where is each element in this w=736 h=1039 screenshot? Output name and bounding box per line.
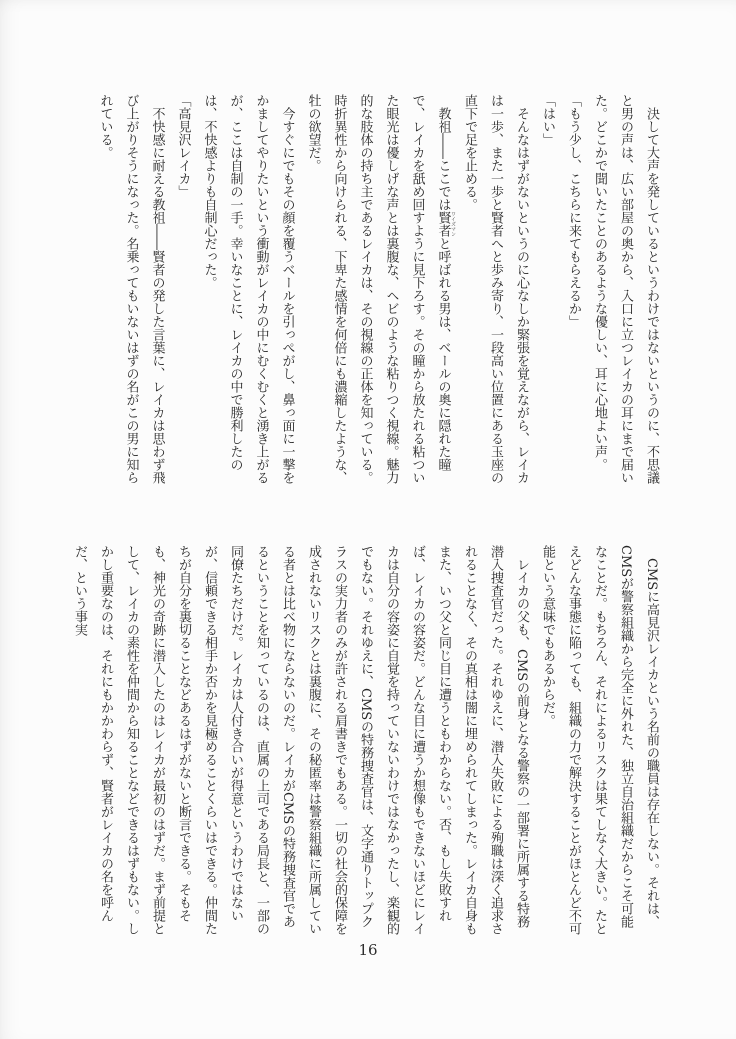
dialogue-line: 「はい」	[540, 94, 555, 146]
paragraph: レイカの父も、CMSの前身となる警察の一部署に所属する特務潜入捜査官だった。それゆえに、潜入失敗による殉職は深く追求されることなく、その真相は闇に埋められてしまった。レイカ自身もまた、いつ父と同じ目に遭うともわからない。否、もし失敗すれば、レイカの容姿だ。どんな目に遭うか想像もできないほどにレイカは自分の容姿に自覚を持っていないわけではなかったし、楽観的でもない。それゆえに、CMSの特務捜査官は、文字通りトップクラスの実力者のみが許される肩書きでもある。一切の社会的保障を成されないリスクとは裏腹に、その秘匿率は警察組織に所属している者とは比べ物にならないのだ。レイカがCMSの特務捜査官であるということを知っているのは、直属の上司である局長と、一部の同僚たちだけだ。レイカは人付き合いが得意というわけではないが、信頼できる相手か否かを見極めることくらいはできる。仲間たちが自分を裏切ることなどあるはずがないと断言できる。そもそも、神光の奇跡に潜入したのはレイカが最初のはずだ。まず前提として、レイカの素性を仲間から知ることなどできるはずもない。しかし重要なのは、それにもかかわらず、賢者がレイカの名を呼んだ、という事実	[72, 545, 529, 935]
paragraph: 決して大声を発しているというわけではないというのに、不思議と男の声は、広い部屋の奥から、入口に立つレイカの耳にまで届いた。どこかで聞いたことのあるような優しい、耳に心地よい声。	[592, 94, 659, 484]
dialogue-line: 「もう少し、こちらに来てもらえるか」	[566, 94, 581, 328]
ruby-annotation: 賢者 ワイズマン	[435, 211, 456, 237]
upper-text-block	[82, 94, 664, 486]
paragraph: CMSに高見沢レイカという名前の職員は存在しない。それは、CMSが警察組織から完全に外れた、独立自治組織だからこそ可能なことだ。もちろん、それによるリスクは果てしなく大きい。たとえどんな事態に陥っても、組織の力で解決することがほとんど不可能という意味でもあるからだ。	[540, 545, 659, 935]
dialogue-line: 「高見沢レイカ」	[175, 94, 191, 198]
page-number: 16	[358, 941, 378, 959]
lower-text-block	[72, 545, 664, 937]
paragraph: 教祖――ここでは賢者 ワイズマンと呼ばれる男は、ベールの奥に隠れた瞳で、レイカを舐め回すように見下ろす。その瞳から放たれる粘ついた眼光は優しげな声とは裏腹な、ヘビのような粘りつく視線。魅力的な肢体の持ち主であるレイカは、その視線の正体を知っている。時折異性から向けられる、下卑た感情を何倍にも濃縮したような、牡の欲望だ。	[305, 94, 456, 484]
paragraph: 不快感に耐える教祖――賢者の発した言葉に、レイカは思わず飛び上がりそうになった。名乗ってもいないはずの名がこの男に知られている。	[97, 94, 165, 484]
paragraph: そんなはずがないというのに心なしか緊張を覚えながら、レイカは一歩、また一歩と賢者へと歩み寄り、一段高い位置にある玉座の直下で足を止める。	[462, 94, 529, 484]
paragraph: 今すぐにでもその顔を覆うベールを引っぺがし、鼻っ面に一撃をかましてやりたいという衝動がレイカの中にむくむくと湧き上がるが、ここは自制の一手。幸いなことに、レイカの中で勝利したのは、不快感よりも自制心だった。	[201, 94, 295, 484]
